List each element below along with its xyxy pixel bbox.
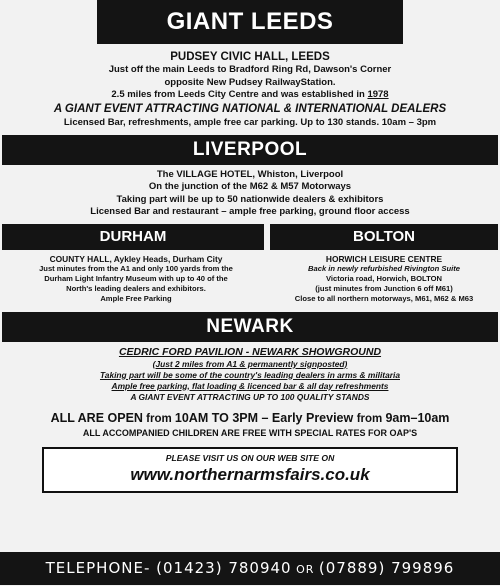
- durham-line1: Just minutes from the A1 and only 100 yards from the: [39, 263, 233, 273]
- bolton-line2: Victoria road, Horwich, BOLTON: [325, 273, 443, 283]
- liverpool-title: LIVERPOOL: [2, 135, 498, 165]
- newark-line4: A GIANT EVENT ATTRACTING UP TO 100 QUALITY STANDS: [130, 391, 370, 402]
- leeds-line2: opposite New Pudsey RailwayStation.: [164, 76, 336, 88]
- opening-from: from: [142, 412, 175, 425]
- newark-line1: (Just 2 miles from A1 & permanently signposted): [152, 358, 348, 369]
- children-notice: ALL ACCOMPANIED CHILDREN ARE FREE WITH SPECIAL RATES FOR OAP'S: [82, 427, 418, 438]
- leeds-established-year: 1978: [367, 89, 389, 100]
- bolton-line1: Back in newly refurbished Rivington Suite: [308, 263, 460, 273]
- liverpool-line3: Licensed Bar and restaurant – ample free parking, ground floor access: [90, 206, 410, 217]
- newark-line3: Ample free parking, flat loading & licenced bar & all day refreshments: [111, 380, 389, 391]
- leeds-line3: [2, 89, 498, 102]
- newark-section: [2, 342, 498, 403]
- bolton-title: BOLTON: [270, 224, 498, 250]
- website-url[interactable]: www.northernarmsfairs.co.uk: [130, 464, 370, 484]
- leeds-section: [2, 44, 498, 129]
- telephone-number-1[interactable]: (01423) 780940: [156, 559, 292, 577]
- leeds-tagline: A GIANT EVENT ATTRACTING NATIONAL & INTERNATIONAL DEALERS: [53, 102, 447, 115]
- bolton-section: [270, 224, 498, 304]
- telephone-or: OR: [291, 563, 319, 576]
- opening-preview-time: 9am–10am: [385, 410, 450, 425]
- opening-hours: [2, 411, 498, 427]
- leeds-line1: Just off the main Leeds to Bradford Ring Rd, Dawson's Corner: [108, 64, 392, 75]
- telephone-label: TELEPHONE-: [45, 559, 157, 577]
- liverpool-line1: On the junction of the M62 & M57 Motorways: [148, 181, 352, 192]
- bolton-venue: HORWICH LEISURE CENTRE: [325, 253, 443, 264]
- opening-time-range: 10AM TO 3PM: [174, 410, 259, 425]
- bolton-line4: Close to all northern motorways, M61, M62 & M63: [294, 293, 474, 303]
- website-box: [42, 447, 458, 493]
- bolton-line3: (just minutes from Junction 6 off M61): [315, 283, 453, 293]
- telephone-bar: [0, 552, 500, 585]
- leeds-venue: PUDSEY CIVIC HALL, LEEDS: [170, 51, 330, 63]
- opening-times: [2, 411, 498, 439]
- opening-all-open: ALL ARE OPEN: [50, 410, 143, 425]
- leeds-title: GIANT LEEDS: [97, 0, 403, 44]
- opening-early-preview: – Early Preview: [258, 410, 357, 425]
- durham-line3: North's leading dealers and exhibitors.: [66, 283, 206, 293]
- durham-title: DURHAM: [2, 224, 264, 250]
- leeds-details: Licensed Bar, refreshments, ample free car parking. Up to 130 stands. 10am – 3pm: [63, 116, 437, 128]
- durham-line4: Ample Free Parking: [100, 293, 172, 303]
- newark-line2: Taking part will be some of the country's leading dealers in arms & militaria: [99, 369, 400, 380]
- website-prompt: PLEASE VISIT US ON OUR WEB SITE ON: [165, 452, 335, 463]
- leeds-line3-text: 2.5 miles from Leeds City Centre and was established in: [111, 89, 368, 100]
- opening-preview-from: from: [356, 412, 386, 425]
- newark-venue: CEDRIC FORD PAVILION - NEWARK SHOWGROUND: [118, 345, 382, 358]
- durham-venue: COUNTY HALL, Aykley Heads, Durham City: [49, 253, 223, 264]
- newark-title: NEWARK: [2, 312, 498, 342]
- liverpool-venue: The VILLAGE HOTEL, Whiston, Liverpool: [156, 168, 344, 180]
- liverpool-line2: Taking part will be up to 50 nationwide dealers & exhibitors: [116, 193, 384, 205]
- durham-line2: Durham Light Infantry Museum with up to 40 of the: [44, 273, 228, 283]
- telephone-number-2[interactable]: (07889) 799896: [318, 559, 455, 577]
- liverpool-section: [2, 165, 498, 219]
- durham-bolton-row: [2, 224, 498, 304]
- durham-section: [2, 224, 270, 304]
